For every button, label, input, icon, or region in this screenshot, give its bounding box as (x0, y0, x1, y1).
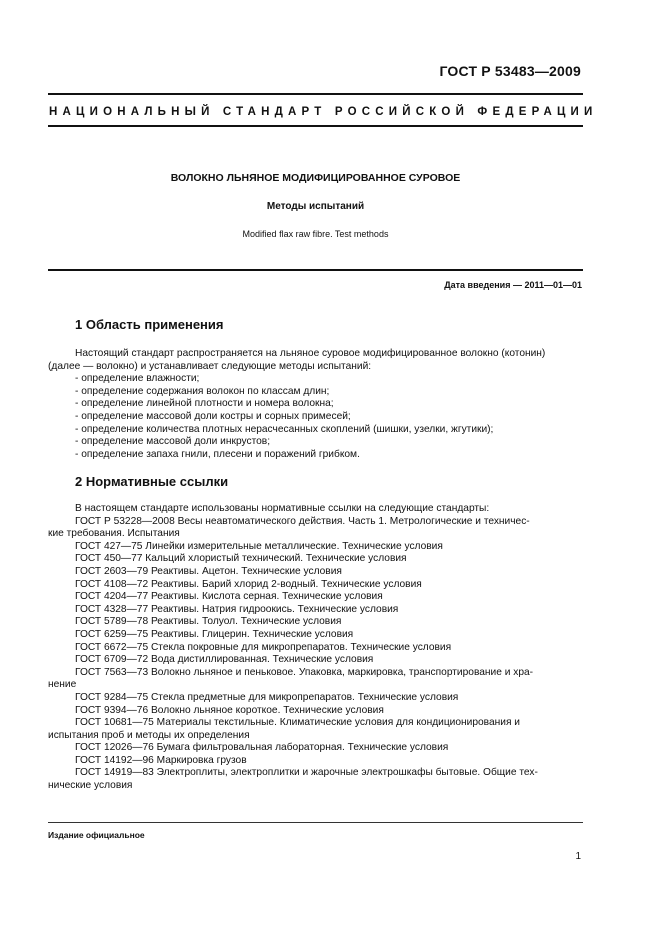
section-1-body (48, 348, 582, 461)
national-standard-banner: НАЦИОНАЛЬНЫЙ СТАНДАРТ РОССИЙСКОЙ ФЕДЕРАЦИИ (49, 106, 598, 118)
document-title: ВОЛОКНО ЛЬНЯНОЕ МОДИФИЦИРОВАННОЕ СУРОВОЕ (170, 172, 461, 184)
list-item: - определение влажности; (75, 373, 200, 385)
reference-line: ГОСТ 12026—76 Бумага фильтровальная лабораторная. Технические условия (75, 742, 449, 754)
list-item: - определение содержания волокон по классам длин; (75, 385, 330, 397)
list-item: - определение количества плотных нерасчесанных скоплений (шишки, узелки, жгутики); (75, 423, 494, 435)
reference-line: ГОСТ 7563—73 Волокно льняное и пеньковое. Упаковка, маркировка, транспортирование и хра- (75, 666, 534, 678)
section-2-heading: 2 Нормативные ссылки (75, 474, 229, 489)
reference-line: ГОСТ 6672—75 Стекла покровные для микропрепаратов. Технические условия (75, 641, 452, 653)
reference-line: ГОСТ 5789—78 Реактивы. Толуол. Технические условия (75, 616, 342, 628)
list-item: - определение массовой доли костры и сорных примесей; (75, 410, 351, 422)
reference-line: ГОСТ 14192—96 Маркировка грузов (75, 754, 247, 766)
header-rule (48, 93, 583, 95)
reference-line-continuation: кие требования. Испытания (48, 528, 180, 540)
reference-line: ГОСТ 427—75 Линейки измерительные металлические. Технические условия (75, 540, 443, 552)
reference-line: ГОСТ 6709—72 Вода дистиллированная. Технические условия (75, 654, 374, 666)
reference-line: ГОСТ 9284—75 Стекла предметные для микропрепаратов. Технические условия (75, 691, 459, 703)
reference-line-continuation: нические условия (48, 780, 133, 792)
document-subtitle: Методы испытаний (266, 201, 365, 212)
section-1-heading: 1 Область применения (75, 317, 224, 332)
gost-number: ГОСТ Р 53483—2009 (439, 63, 581, 79)
reference-line: ГОСТ 4108—72 Реактивы. Барий хлорид 2-водный. Технические условия (75, 578, 422, 590)
reference-line: ГОСТ 4204—77 Реактивы. Кислота серная. Технические условия (75, 591, 383, 603)
list-item: - определение запаха гнили, плесени и поражений грибком. (75, 448, 360, 460)
reference-line-continuation: нение (48, 679, 77, 691)
reference-line: ГОСТ 10681—75 Материалы текстильные. Климатические условия для кондиционирования и (75, 717, 520, 729)
english-title: Modified flax raw fibre. Test methods (242, 229, 389, 239)
reference-line: ГОСТ 9394—76 Волокно льняное короткое. Технические условия (75, 704, 384, 716)
reference-line-continuation: испытания проб и методы их определения (48, 729, 250, 741)
list-item: - определение массовой доли инкрустов; (75, 436, 271, 448)
title-rule (48, 269, 583, 271)
section-1-intro-line1: Настоящий стандарт распространяется на льняное суровое модифицированное волокно (котонин) (75, 348, 546, 359)
header-rule-lower (48, 125, 583, 127)
reference-line: ГОСТ 4328—77 Реактивы. Натрия гидроокись. Технические условия (75, 603, 399, 615)
reference-line: ГОСТ 450—77 Кальций хлористый технический. Технические условия (75, 553, 407, 565)
section-2-body (48, 503, 582, 793)
footer-rule (48, 822, 583, 823)
official-edition-label: Издание официальное (48, 830, 145, 840)
introduction-date: Дата введения — 2011—01—01 (444, 280, 582, 290)
reference-line: ГОСТ 6259—75 Реактивы. Глицерин. Технические условия (75, 628, 354, 640)
reference-line: ГОСТ 2603—79 Реактивы. Ацетон. Технические условия (75, 565, 342, 577)
page-number: 1 (575, 851, 581, 862)
list-item: - определение линейной плотности и номера волокна; (75, 398, 334, 410)
reference-line: ГОСТ Р 53228—2008 Весы неавтоматического действия. Часть 1. Метрологические и техничес- (75, 515, 530, 527)
reference-line: ГОСТ 14919—83 Электроплиты, электроплитки и жарочные электрошкафы бытовые. Общие тех- (75, 767, 538, 779)
section-2-intro: В настоящем стандарте использованы нормативные ссылки на следующие стандарты: (75, 503, 490, 514)
section-1-intro-line2: (далее — волокно) и устанавливает следующие методы испытаний: (48, 360, 372, 372)
